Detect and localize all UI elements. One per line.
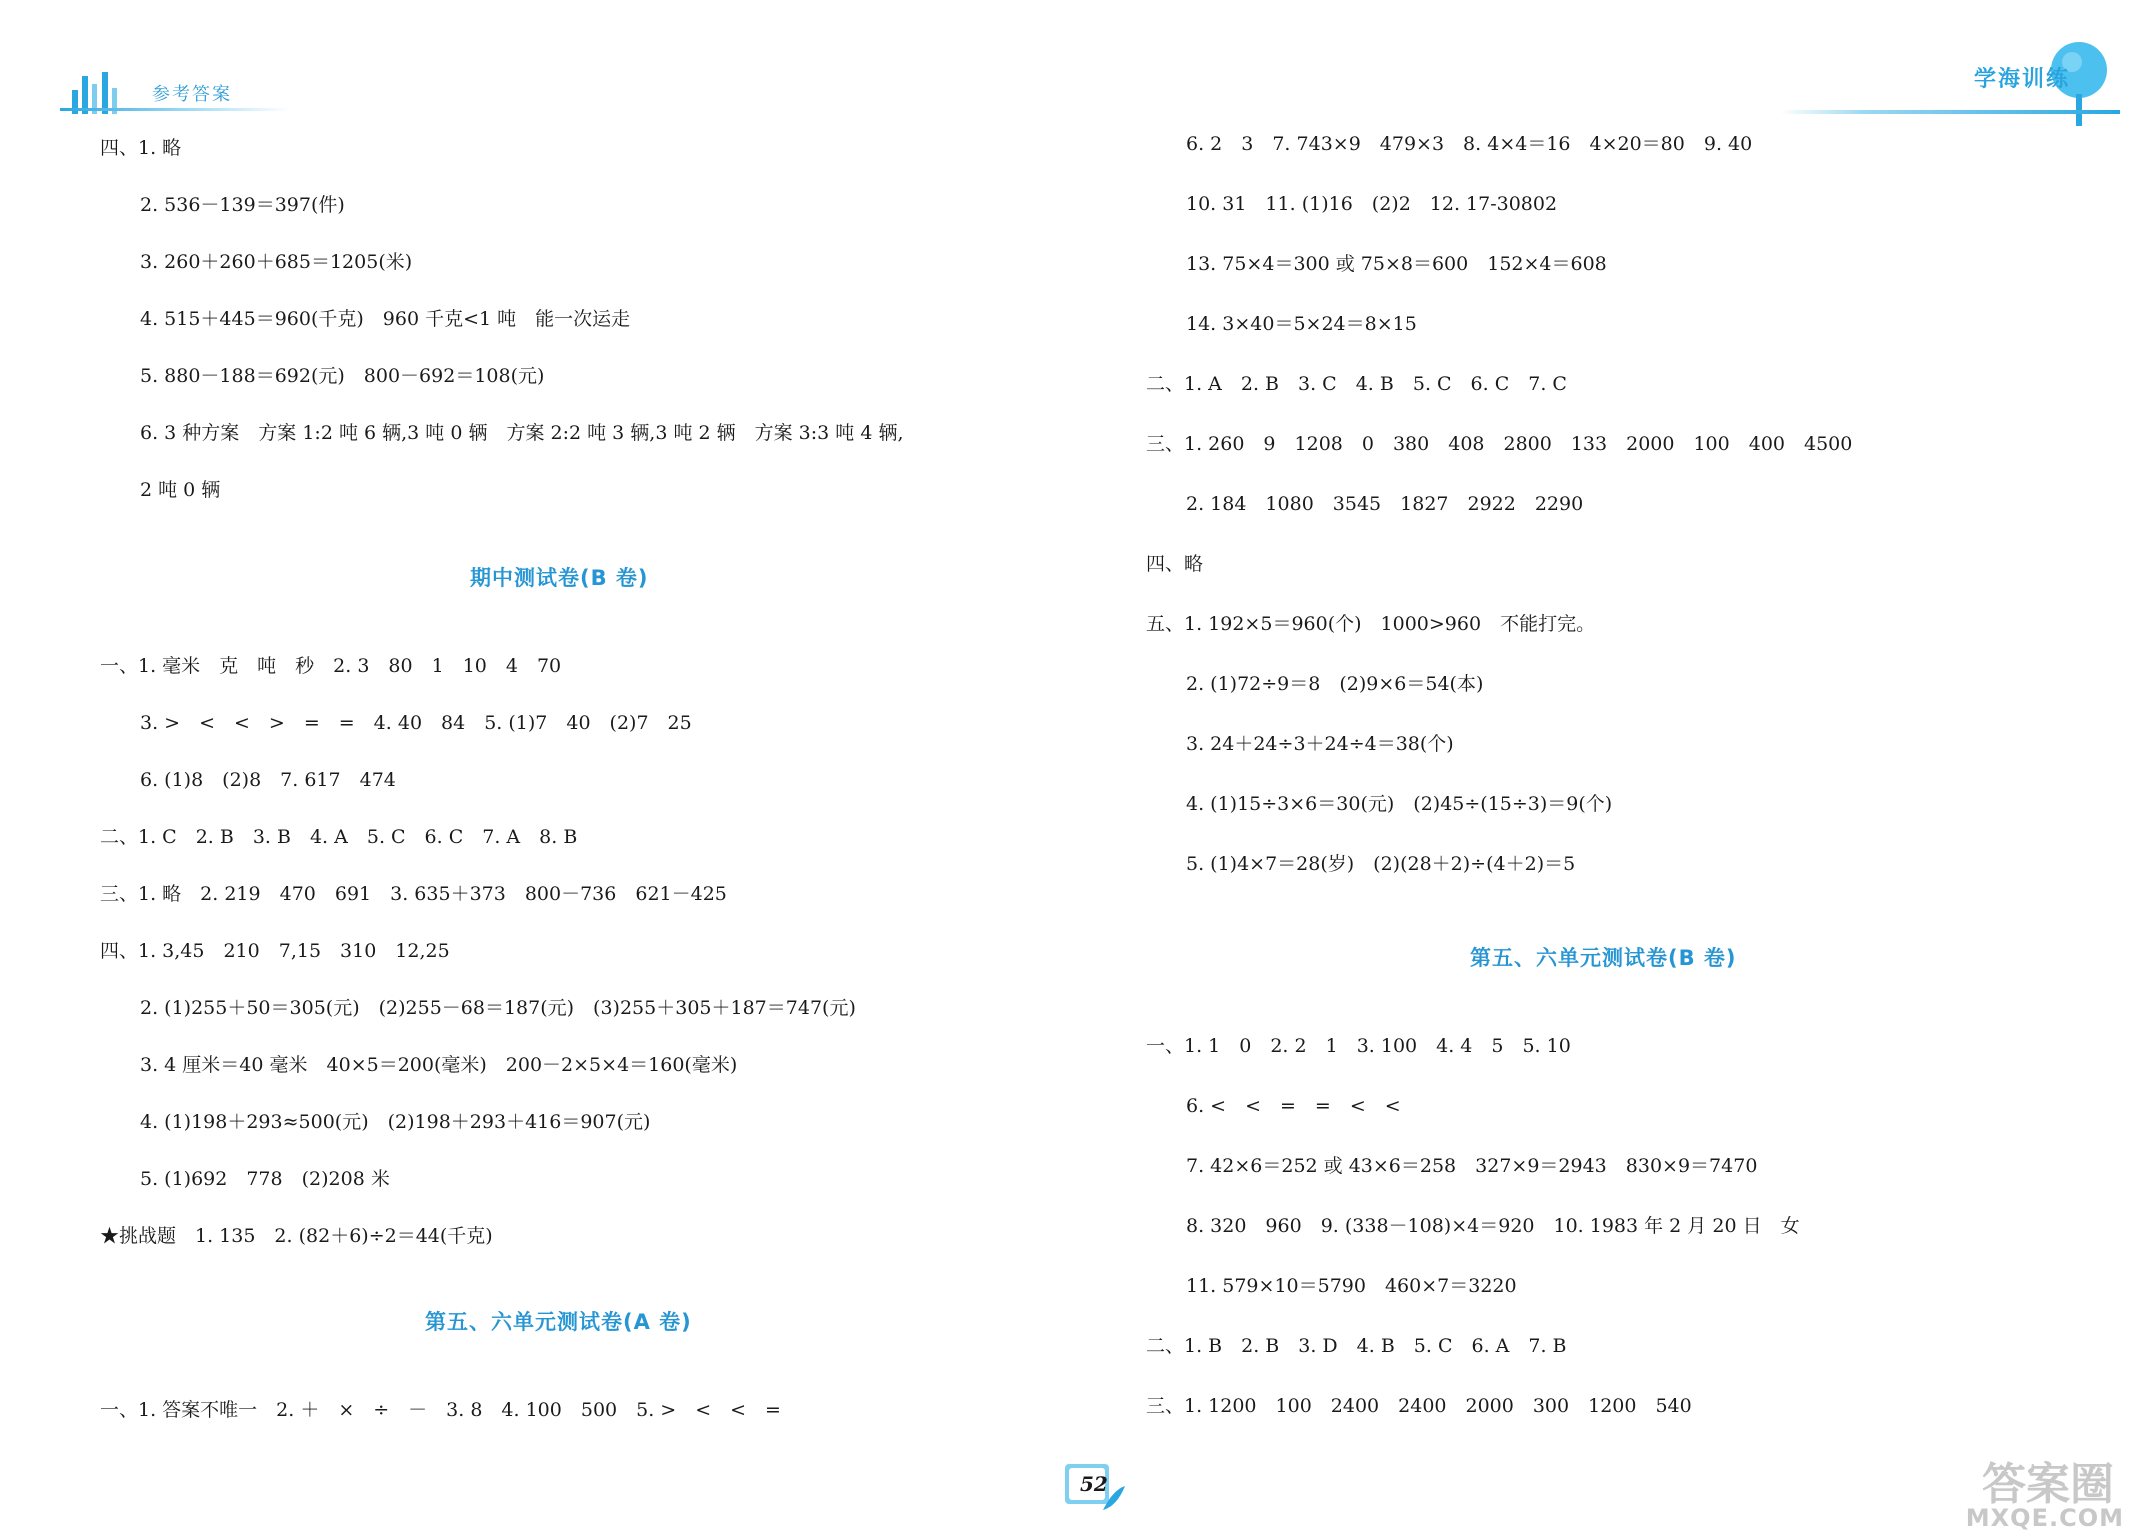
- answer-line: 5. (1)4×7＝28(岁) (2)(28＋2)÷(4＋2)＝5: [1186, 853, 1576, 875]
- answer-line: 四、1. 略: [100, 137, 182, 159]
- answer-line: 7. 42×6＝252 或 43×6＝258 327×9＝2943 830×9＝7470: [1186, 1155, 1758, 1177]
- answer-line: 二、1. C 2. B 3. B 4. A 5. C 6. C 7. A 8. B: [100, 826, 578, 848]
- answer-line: 10. 31 11. (1)16 (2)2 12. 17-30802: [1186, 193, 1558, 215]
- header-logo: [60, 60, 300, 120]
- answer-line: 二、1. B 2. B 3. D 4. B 5. C 6. A 7. B: [1146, 1335, 1567, 1357]
- answer-line: 14. 3×40＝5×24＝8×15: [1186, 313, 1417, 335]
- section-title: 第五、六单元测试卷(B 卷): [1470, 946, 1737, 970]
- answer-line: 三、1. 略 2. 219 470 691 3. 635＋373 800－736 621－425: [100, 883, 727, 905]
- answer-line: 2. 184 1080 3545 1827 2922 2290: [1186, 493, 1584, 515]
- answer-line: 2. (1)255＋50＝305(元) (2)255－68＝187(元) (3)255＋305＋187＝747(元): [140, 997, 856, 1019]
- answer-line: 二、1. A 2. B 3. C 4. B 5. C 6. C 7. C: [1146, 373, 1567, 395]
- answer-line: 2 吨 0 辆: [140, 479, 221, 501]
- answer-line: 4. 515＋445＝960(千克) 960 千克<1 吨 能一次运走: [140, 308, 631, 330]
- answer-line: 三、1. 260 9 1208 0 380 408 2800 133 2000 100 400 4500: [1146, 433, 1853, 455]
- answer-line: 4. (1)15÷3×6＝30(元) (2)45÷(15÷3)＝9(个): [1186, 793, 1613, 815]
- watermark-logo: 答案圈: [1982, 1459, 2114, 1510]
- answer-line: 6. 3 种方案 方案 1:2 吨 6 辆,3 吨 0 辆 方案 2:2 吨 3 辆,3 吨 2 辆 方案 3:3 吨 4 辆,: [140, 422, 904, 444]
- answer-line: 6. 2 3 7. 743×9 479×3 8. 4×4＝16 4×20＝80 9. 40: [1186, 133, 1753, 155]
- section-title: 期中测试卷(B 卷): [470, 566, 649, 590]
- answer-line: 5. (1)692 778 (2)208 米: [140, 1168, 390, 1190]
- answer-line: 三、1. 1200 100 2400 2400 2000 300 1200 540: [1146, 1395, 1692, 1417]
- answer-line: 一、1. 答案不唯一 2. ＋ × ÷ － 3. 8 4. 100 500 5. > < < =: [100, 1399, 781, 1421]
- answer-line: 3. 4 厘米＝40 毫米 40×5＝200(毫米) 200－2×5×4＝160(毫米): [140, 1054, 738, 1076]
- section-title: 第五、六单元测试卷(A 卷): [425, 1310, 692, 1334]
- answer-line: 5. 880－188＝692(元) 800－692＝108(元): [140, 365, 545, 387]
- answer-line: 3. > < < > = = 4. 40 84 5. (1)7 40 (2)7 25: [140, 712, 692, 734]
- answer-line: 8. 320 960 9. (338－108)×4＝920 10. 1983 年 2 月 20 日 女: [1186, 1215, 1800, 1237]
- header-section-label: 参考答案: [152, 84, 232, 105]
- answer-line: 6. (1)8 (2)8 7. 617 474: [140, 769, 396, 791]
- header-right-rule: [1780, 110, 2120, 114]
- answer-line: 四、略: [1146, 553, 1204, 575]
- answer-line: ★挑战题 1. 135 2. (82＋6)÷2＝44(千克): [100, 1225, 493, 1247]
- header-brand: [1770, 18, 2130, 118]
- header-left-rule: [60, 108, 290, 111]
- header-brand-label: 学海训练: [1973, 67, 2070, 92]
- answer-line: 一、1. 毫米 克 吨 秒 2. 3 80 1 10 4 70: [100, 655, 562, 677]
- answer-line: 3. 24＋24÷3＋24÷4＝38(个): [1186, 733, 1454, 755]
- answer-line: 2. (1)72÷9＝8 (2)9×6＝54(本): [1186, 673, 1484, 695]
- answer-line: 6. < < = = < <: [1186, 1095, 1401, 1117]
- answer-line: 五、1. 192×5＝960(个) 1000>960 不能打完。: [1146, 613, 1596, 635]
- answer-line: 一、1. 1 0 2. 2 1 3. 100 4. 4 5 5. 10: [1146, 1035, 1571, 1057]
- watermark-url: MXQE.COM: [1965, 1504, 2124, 1532]
- answer-line: 3. 260＋260＋685＝1205(米): [140, 251, 413, 273]
- answer-line: 4. (1)198＋293≈500(元) (2)198＋293＋416＝907(元): [140, 1111, 651, 1133]
- answer-line: 13. 75×4＝300 或 75×8＝600 152×4＝608: [1186, 253, 1607, 275]
- page-number: 52: [1080, 1472, 1108, 1496]
- answer-line: 四、1. 3,45 210 7,15 310 12,25: [100, 940, 450, 962]
- answer-line: 2. 536－139＝397(件): [140, 194, 345, 216]
- answer-line: 11. 579×10＝5790 460×7＝3220: [1186, 1275, 1517, 1297]
